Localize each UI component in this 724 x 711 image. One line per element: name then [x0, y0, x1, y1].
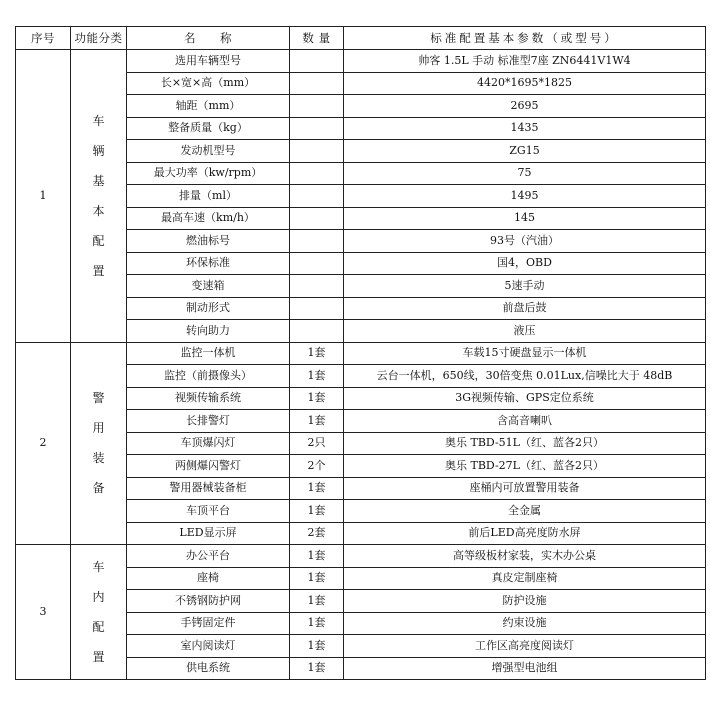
item-name: 手铐固定件	[127, 612, 290, 635]
header-row	[16, 27, 706, 50]
item-qty: 1套	[290, 612, 344, 635]
item-name: 整备质量（kg）	[127, 117, 290, 140]
item-spec: 奥乐 TBD-27L（红、蓝各2只）	[344, 455, 706, 478]
item-name: 最高车速（km/h）	[127, 207, 290, 230]
table-row	[16, 342, 706, 365]
category-char: 警	[92, 391, 105, 406]
item-qty: 1套	[290, 387, 344, 410]
item-spec: 国4，OBD	[344, 252, 706, 275]
item-qty	[290, 185, 344, 208]
category-char: 配	[92, 233, 105, 248]
item-name: 办公平台	[127, 545, 290, 568]
item-name: 变速箱	[127, 275, 290, 298]
item-spec: 液压	[344, 320, 706, 343]
item-spec: 约束设施	[344, 612, 706, 635]
item-spec: 帅客 1.5L 手动 标准型7座 ZN6441V1W4	[344, 50, 706, 73]
item-name: 长×宽×高（mm）	[127, 72, 290, 95]
item-qty	[290, 162, 344, 185]
item-name: 制动形式	[127, 297, 290, 320]
item-qty: 1套	[290, 657, 344, 680]
header-spec: 标准配置基本参数（或型号）	[344, 27, 706, 50]
row-number: 1	[16, 50, 71, 343]
item-name: 最大功率（kw/rpm）	[127, 162, 290, 185]
category-char: 置	[92, 650, 105, 664]
table-header	[16, 27, 706, 50]
item-qty	[290, 95, 344, 118]
item-qty	[290, 72, 344, 95]
table-row	[16, 545, 706, 568]
item-qty	[290, 252, 344, 275]
item-spec: 云台一体机，650线，30倍变焦 0.01Lux,信噪比大于 48dB	[344, 365, 706, 388]
item-spec: 2695	[344, 95, 706, 118]
spec-sheet	[15, 26, 706, 680]
item-spec: 座桶内可放置警用装备	[344, 477, 706, 500]
item-qty	[290, 50, 344, 73]
item-spec: 1435	[344, 117, 706, 140]
item-spec: 真皮定制座椅	[344, 567, 706, 590]
item-qty	[290, 297, 344, 320]
header-qty: 数 量	[290, 27, 344, 50]
category-char: 本	[92, 203, 105, 218]
item-qty	[290, 230, 344, 253]
category-char: 用	[92, 421, 105, 436]
item-name: 监控（前摄像头）	[127, 365, 290, 388]
item-spec: 1495	[344, 185, 706, 208]
item-qty: 1套	[290, 590, 344, 613]
row-number: 2	[16, 342, 71, 545]
item-spec: 车载15寸硬盘显示一体机	[344, 342, 706, 365]
item-name: 长排警灯	[127, 410, 290, 433]
item-spec: 93号（汽油）	[344, 230, 706, 253]
item-name: 警用器械装备柜	[127, 477, 290, 500]
table-row	[16, 50, 706, 73]
item-spec: 含高音喇叭	[344, 410, 706, 433]
category-char: 备	[92, 481, 105, 496]
item-spec: 奥乐 TBD-51L（红、蓝各2只）	[344, 432, 706, 455]
item-qty: 1套	[290, 567, 344, 590]
spec-table	[15, 26, 706, 680]
item-qty: 1套	[290, 410, 344, 433]
item-name: 视频传输系统	[127, 387, 290, 410]
item-name: 排量（ml）	[127, 185, 290, 208]
item-name: 发动机型号	[127, 140, 290, 163]
item-name: LED显示屏	[127, 522, 290, 545]
item-name: 两侧爆闪警灯	[127, 455, 290, 478]
item-name: 环保标准	[127, 252, 290, 275]
item-qty	[290, 275, 344, 298]
category-cell	[71, 342, 127, 545]
item-spec: ZG15	[344, 140, 706, 163]
category-char: 车	[92, 113, 105, 128]
item-name: 轴距（mm）	[127, 95, 290, 118]
item-spec: 高等级板材家装，实木办公桌	[344, 545, 706, 568]
item-name: 车顶爆闪灯	[127, 432, 290, 455]
category-char: 基	[92, 173, 105, 188]
item-name: 转向助力	[127, 320, 290, 343]
item-spec: 工作区高亮度阅读灯	[344, 635, 706, 658]
header-name: 名 称	[127, 27, 290, 50]
item-spec: 防护设施	[344, 590, 706, 613]
item-qty	[290, 140, 344, 163]
item-spec: 前盘后鼓	[344, 297, 706, 320]
item-qty: 2套	[290, 522, 344, 545]
category-char: 装	[92, 451, 105, 466]
item-name: 不锈钢防护网	[127, 590, 290, 613]
table-body	[16, 50, 706, 680]
category-char: 配	[92, 620, 105, 634]
item-qty: 1套	[290, 635, 344, 658]
item-qty	[290, 320, 344, 343]
item-name: 燃油标号	[127, 230, 290, 253]
header-category: 功能分类	[71, 27, 127, 50]
item-qty: 1套	[290, 342, 344, 365]
item-name: 车顶平台	[127, 500, 290, 523]
row-number: 3	[16, 545, 71, 680]
item-spec: 5速手动	[344, 275, 706, 298]
category-cell	[71, 50, 127, 343]
item-spec: 全金属	[344, 500, 706, 523]
item-spec: 75	[344, 162, 706, 185]
item-qty	[290, 207, 344, 230]
item-qty: 2只	[290, 432, 344, 455]
item-name: 监控一体机	[127, 342, 290, 365]
item-name: 供电系统	[127, 657, 290, 680]
category-cell	[71, 545, 127, 680]
item-spec: 145	[344, 207, 706, 230]
item-spec: 增强型电池组	[344, 657, 706, 680]
item-name: 选用车辆型号	[127, 50, 290, 73]
item-name: 室内阅读灯	[127, 635, 290, 658]
category-char: 内	[92, 590, 105, 604]
item-spec: 前后LED高亮度防水屏	[344, 522, 706, 545]
item-qty: 1套	[290, 365, 344, 388]
item-spec: 3G视频传输、GPS定位系统	[344, 387, 706, 410]
item-qty	[290, 117, 344, 140]
item-spec: 4420*1695*1825	[344, 72, 706, 95]
item-qty: 1套	[290, 545, 344, 568]
item-name: 座椅	[127, 567, 290, 590]
item-qty: 2个	[290, 455, 344, 478]
category-char: 辆	[92, 143, 105, 158]
item-qty: 1套	[290, 477, 344, 500]
header-no: 序号	[16, 27, 71, 50]
category-char: 车	[92, 560, 105, 574]
category-char: 置	[92, 263, 105, 278]
item-qty: 1套	[290, 500, 344, 523]
